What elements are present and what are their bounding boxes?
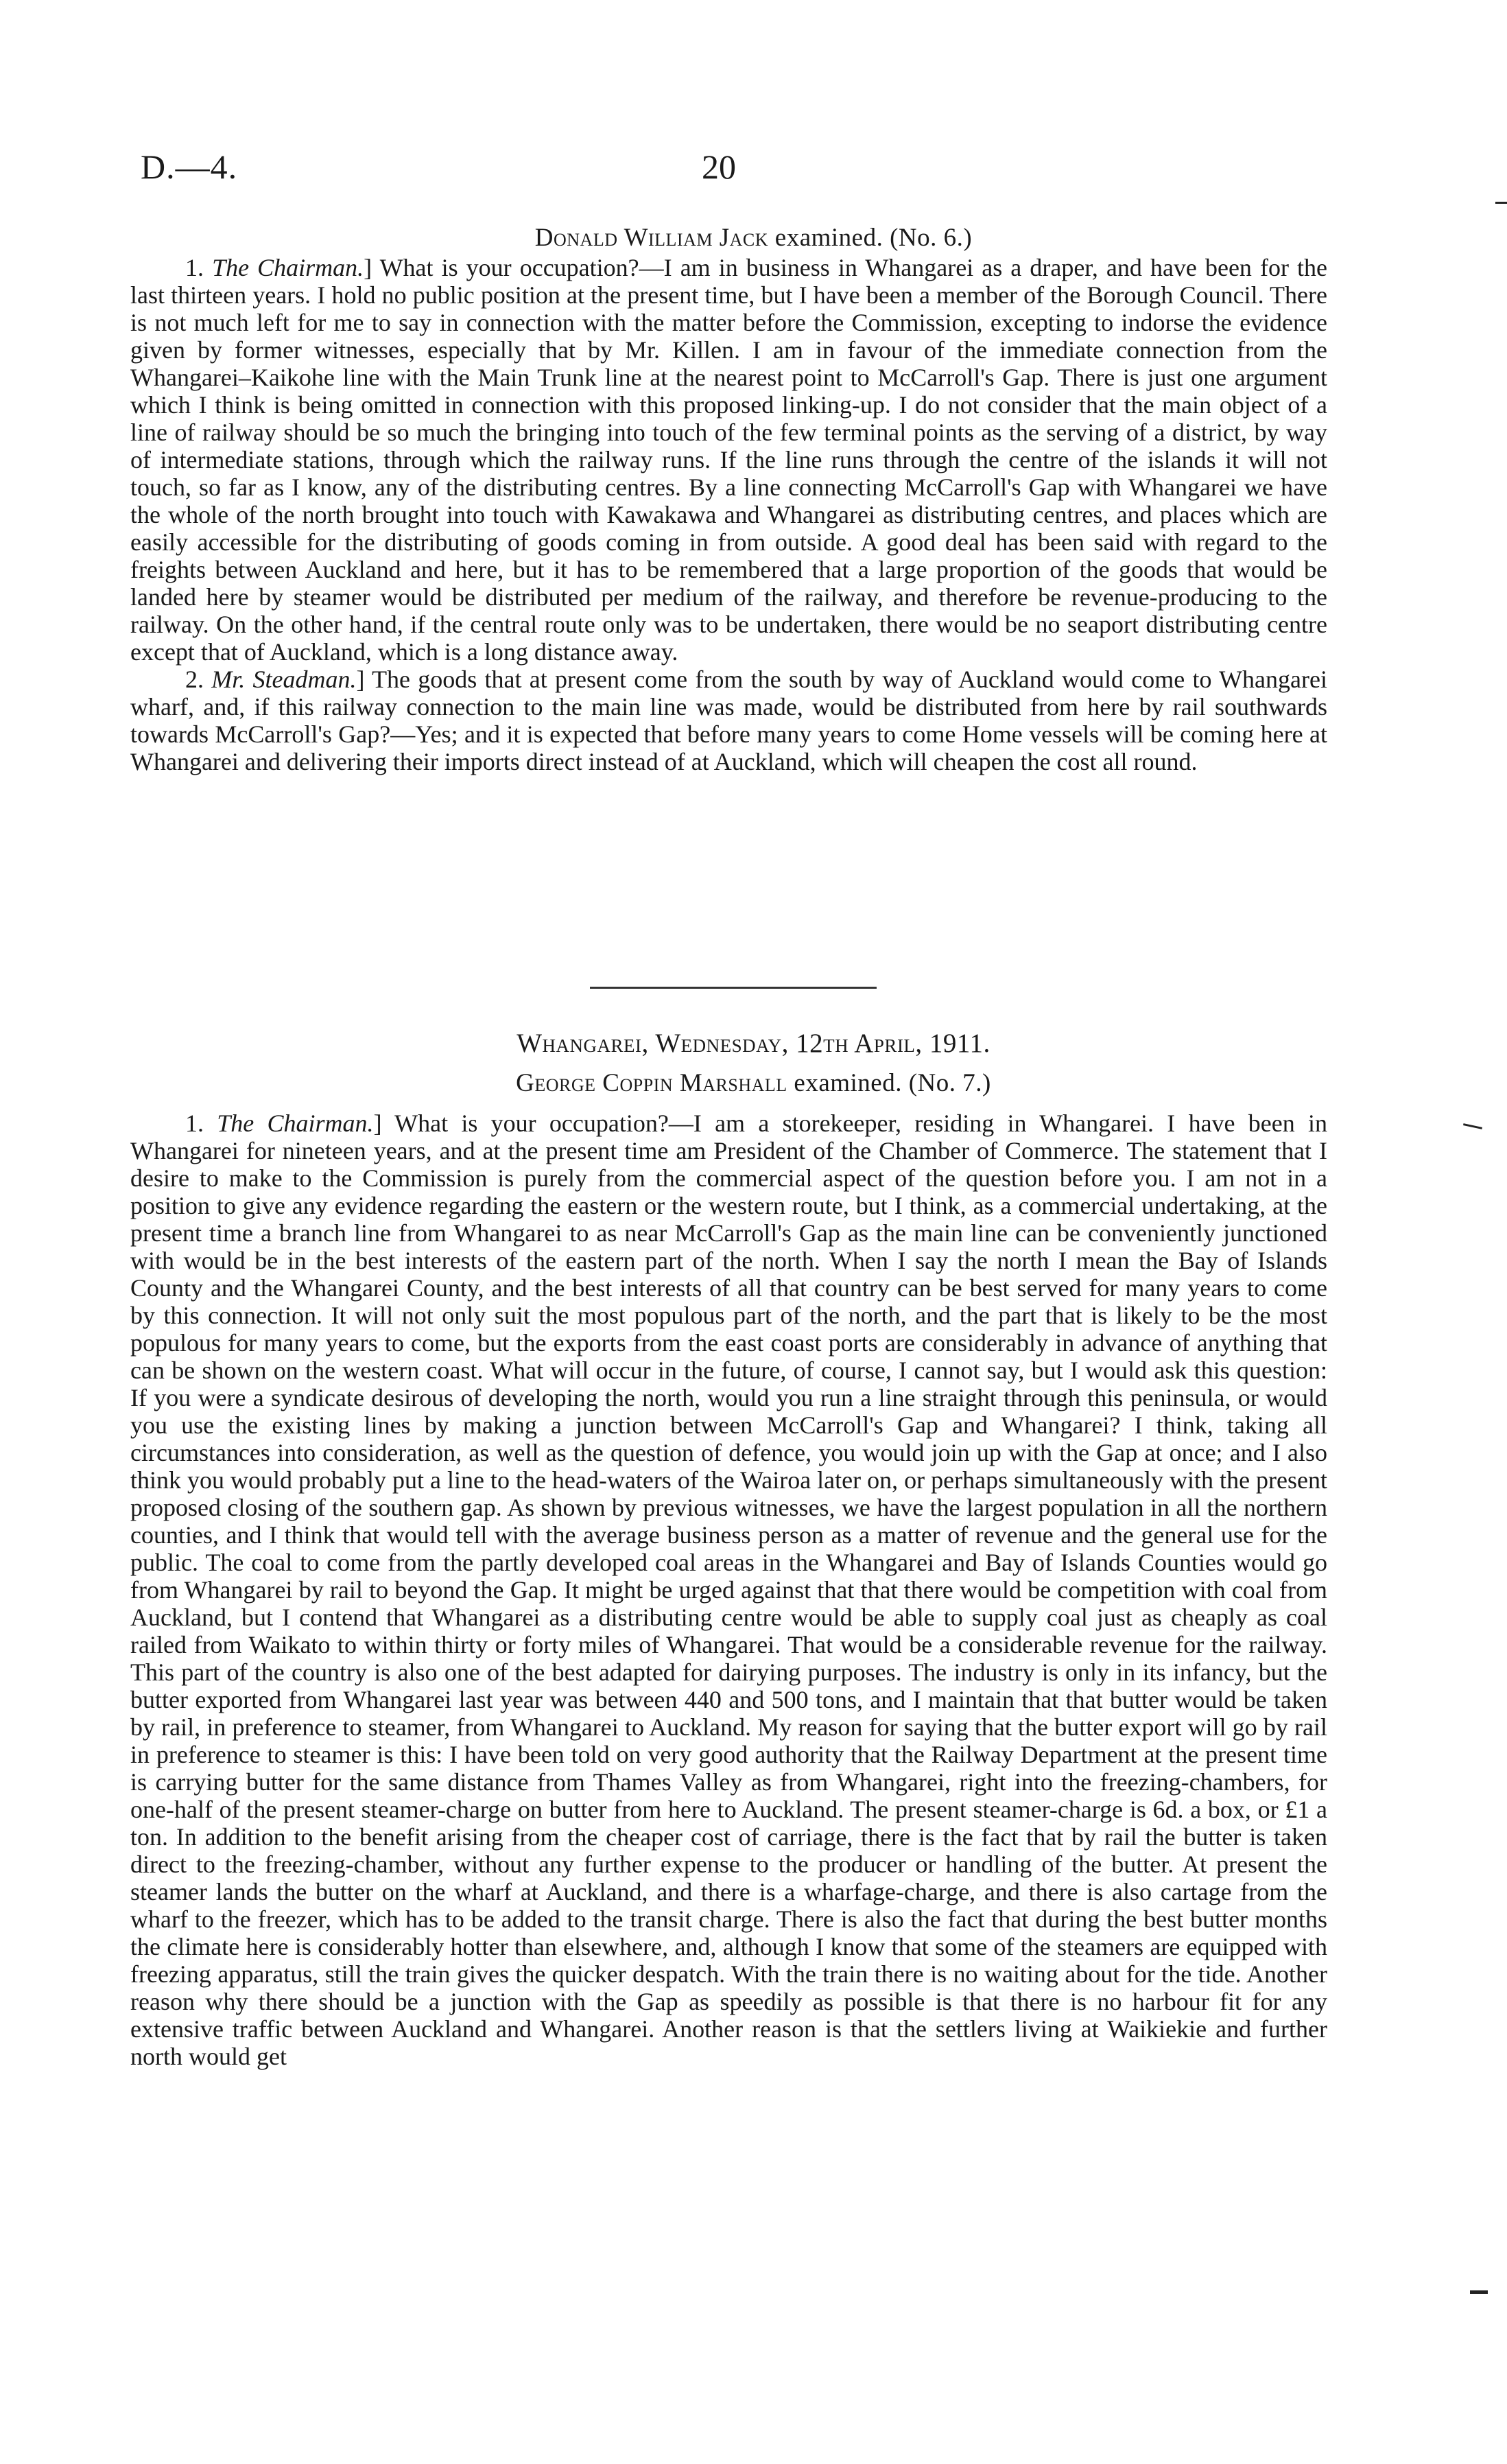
witness-heading-no6 [0,223,1507,253]
margin-mark [1495,202,1507,204]
running-head [141,147,1327,195]
question-paragraph: 2. Mr. Steadman.] The goods that at present come from the south by way of Auckland would come to Whangarei wharf, and, if this railway connection to the main line was made, would be distributed from here by rail southwards towards McCarroll's Gap?—Yes; and it is expected that before many years to come Home vessels will be coming here at Whangarei and delivering their imports direct instead of at Auckland, which will cheapen the cost all round. [130,666,1327,775]
witness-name: George Coppin Marshall [516,1069,787,1097]
witness-heading-rest: examined. (No. 7.) [794,1069,991,1097]
margin-mark [1470,2290,1488,2294]
witness-heading-rest: examined. (No. 6.) [774,224,973,252]
testimony-no7 [130,1110,1327,2070]
margin-mark [1463,1123,1482,1129]
question-paragraph: 1. The Chairman.] What is your occupation?—I am in business in Whangarei as a draper, and have been for the last thirteen years. I hold no public position at the present time, but I have been a member of the Borough Council. There is not much left for me to say in connection with the matter before the Commission, excepting to indorse the evidence given by former witnesses, especially that by Mr. Killen. I am in favour of the immediate connection from the Whangarei–Kaikohe line with the Main Trunk line at the nearest point to McCarroll's Gap. There is just one argument which I think is being omitted in connection with this proposed linking-up. I do not consider that the main object of a line of railway should be so much the bringing into touch of the few terminal points as the serving of a district, by way of intermediate stations, through which the railway runs. If the line runs through the centre of the islands it will not touch, so far as I know, any of the distributing centres. By a line connecting McCarroll's Gap with Whangarei we have the whole of the north brought into touch with Kawakawa and Whangarei as distributing centres, and places which are easily accessible for the distributing of goods coming in from outside. A good deal has been said with regard to the freights between Auckland and here, but it has to be remembered that a large proportion of the goods that would be landed here by steamer would be distributed per medium of the railway, and therefore be revenue-producing to the railway. On the other hand, if the central route only was to be undertaken, there would be no seaport distributing centre except that of Auckland, which is a long distance away. [130,254,1328,666]
witness-heading-no7 [0,1068,1507,1098]
section-divider [590,987,877,989]
testimony-no6 [130,254,1327,775]
witness-name: Donald William Jack [534,224,769,252]
dateline: Whangarei, Wednesday, 12th April, 1911. [517,1029,990,1058]
page-number: 20 [702,148,736,186]
question-paragraph: 1. The Chairman.] What is your occupation?—I am a storekeeper, residing in Whangarei. I have been in Whangarei for nineteen years, and at the present time am President of the Chamber of Commerce. The statement that I desire to make to the Commission is purely from the commercial aspect of the question before you. I am not in a position to give any evidence regarding the eastern or the western route, but I think, as a commercial undertaking, at the present time a branch line from Whangarei to as near McCarroll's Gap as the main line can be conveniently junctioned with would be in the best interests of the eastern part of the north. When I say the north I mean the Bay of Islands County and the Whangarei County, and the best interests of all that country can be best served for many years to come by this connection. It will not only suit the most populous part of the north, and the part that is likely to be the most populous for many years to come, but the exports from the east coast ports are considerably in advance of anything that can be shown on the western coast. What will occur in the future, of course, I cannot say, but I would ask this question: If you were a syndicate desirous of developing the north, would you run a line straight through this peninsula, or would you use the existing lines by making a junction between McCarroll's Gap and Whangarei? I think, taking all circumstances into consideration, as well as the question of defence, you would join up with the Gap at once; and I also think you would probably put a line to the head-waters of the Wairoa later on, or perhaps simultaneously with the present proposed closing of the southern gap. As shown by previous witnesses, we have the largest population in all the northern counties, and I think that would tell with the average business person as a matter of revenue and the general use for the public. The coal to come from the partly developed coal areas in the Whangarei and Bay of Islands Counties would go from Whangarei by rail to beyond the Gap. It might be urged against that that there would be competition with coal from Auckland, but I contend that Whangarei as a distributing centre would be able to supply coal just as cheaply as coal railed from Waikato to within thirty or forty miles of Whangarei. That would be a considerable revenue for the railway. This part of the country is also one of the best adapted for dairying purposes. The industry is only in its infancy, but the butter exported from Whangarei last year was between 440 and 500 tons, and I maintain that that butter would be taken by rail, in preference to steamer, from Whangarei to Auckland. My reason for saying that the butter export will go by rail in preference to steamer is this: I have been told on very good authority that the Railway Department at the present time is carrying butter for the same distance from Thames Valley as from Whangarei, right into the freezing-chambers, for one-half of the present steamer-charge on butter from here to Auckland. The present steamer-charge is 6d. a box, or £1 a ton. In addition to the benefit arising from the cheaper cost of carriage, there is the fact that by rail the butter is taken direct to the freezing-chamber, without any further expense to the producer or handling of the butter. At present the steamer lands the butter on the wharf at Auckland, and there is a wharfage-charge, and there is also cartage from the wharf to the freezer, which has to be added to the transit charge. There is also the fact that during the best butter months the climate here is considerably hotter than elsewhere, and, although I know that some of the steamers are equipped with freezing apparatus, still the train gives the quicker despatch. With the train there is no waiting about for the tide. Another reason why there should be a junction with the Gap as speedily as possible is that there is no harbour fit for any extensive traffic between Auckland and Whangarei. Another reason is that the settlers living at Waikiekie and further north would get [130,1110,1328,2070]
document-id: D.—4. [141,148,238,186]
